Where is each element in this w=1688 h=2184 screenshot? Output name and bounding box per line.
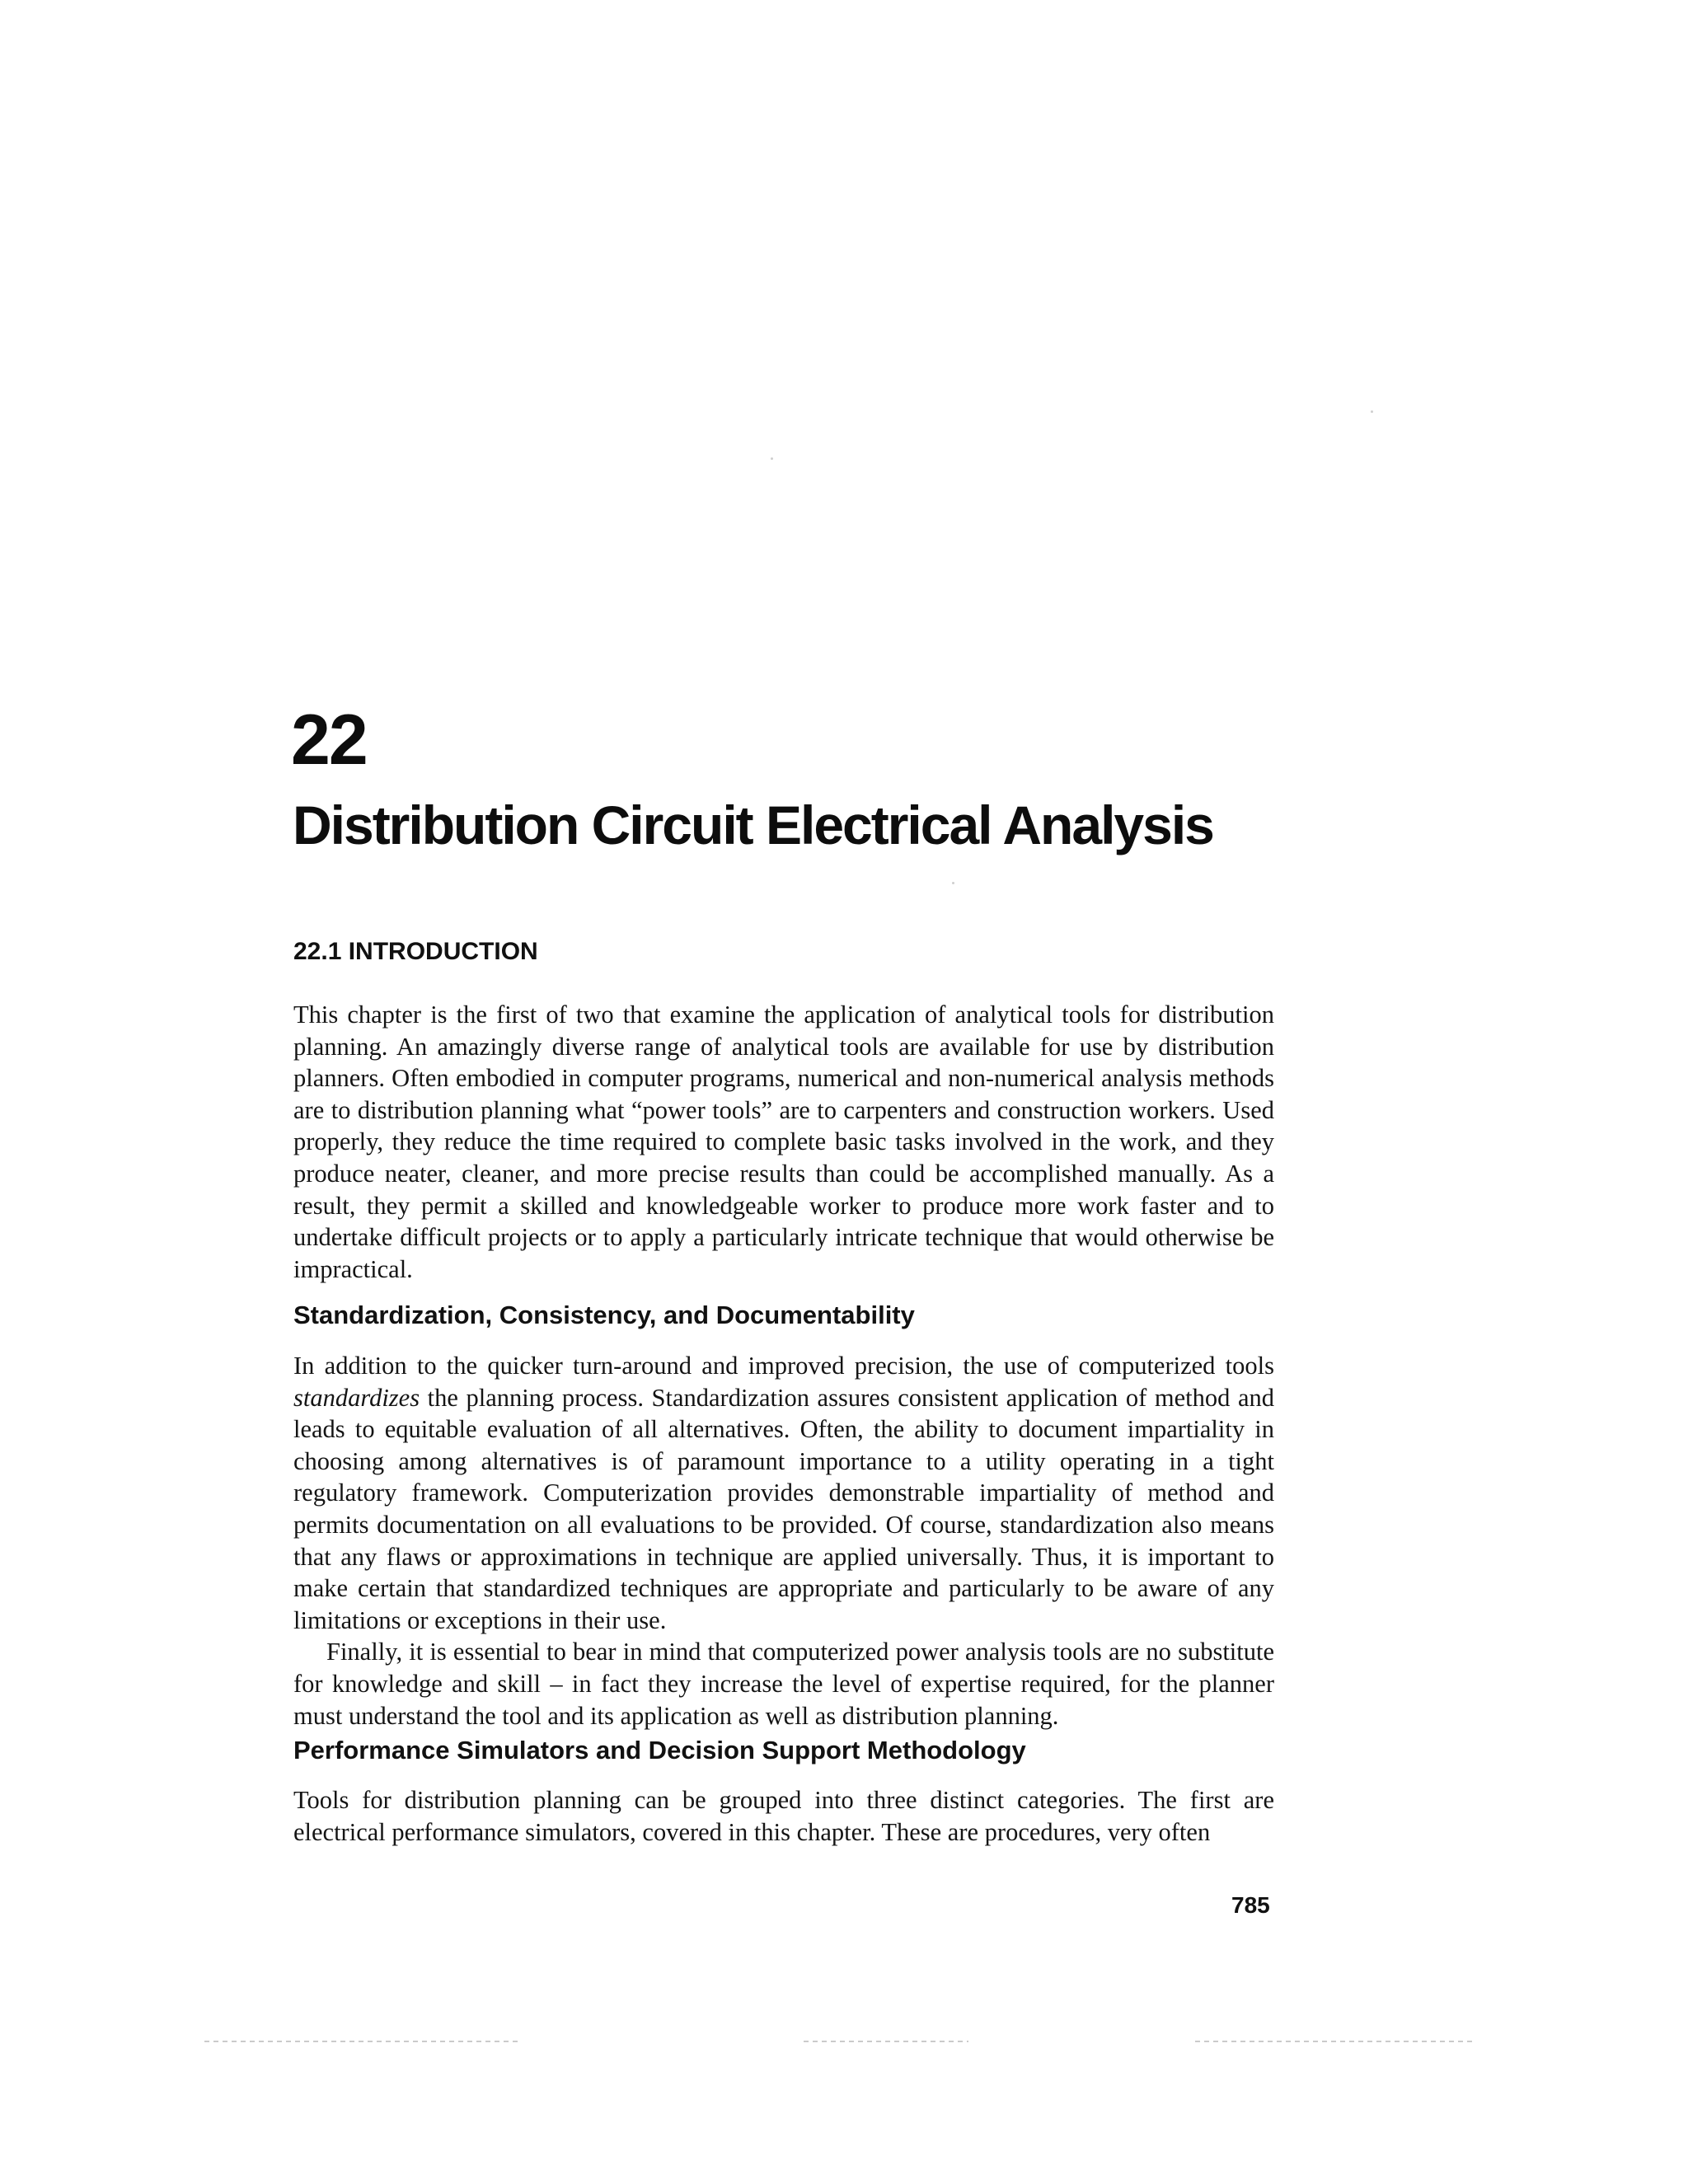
page-number: 785: [1231, 1892, 1270, 1918]
subheading-standardization: Standardization, Consistency, and Documentability: [293, 1301, 915, 1329]
standardization-text-end: the planning process. Standardization assures consistent application of method and leads to equitable evaluation of all alternatives. Often, the ability to document impartiality in choosing among alternatives is of paramount importance to a utility operating in a tight regulatory framework. Computerization provides demonstrable impartiality of method and permits documentation on all evaluations to be provided. Of course, standardization also means that any flaws or approximations in technique are applied universally. Thus, it is important to make certain that standardized techniques are appropriate and particularly to be aware of any limitations or exceptions in their use.: [293, 1383, 1274, 1634]
standardization-body: [293, 1350, 1274, 1732]
chapter-number: 22: [291, 701, 367, 780]
finally-paragraph: Finally, it is essential to bear in mind that computerized power analysis tools are no substitute for knowledge and skill – in fact they increase the level of expertise required, for the planner must understand the tool and its application as well as distribution planning.: [293, 1638, 1274, 1730]
standardization-text-start: In addition to the quicker turn-around and improved precision, the use of computerized tools: [293, 1352, 1274, 1380]
performance-simulators-body: [293, 1784, 1274, 1848]
scan-artifact-dot: [1371, 410, 1373, 413]
scan-artifact-dot: [771, 457, 773, 460]
scan-artifact-line: [1195, 2041, 1475, 2042]
introduction-paragraph: This chapter is the first of two that examine the application of analytical tools for distribution planning. An amazingly diverse range of analytical tools are available for use by distribution planners. Often embodied in computer programs, numerical and non-numerical analysis methods are to distribution planning what “power tools” are to carpenters and construction workers. Used properly, they reduce the time required to complete basic tasks involved in the work, and they produce neater, cleaner, and more precise results than could be accomplished manually. As a result, they permit a skilled and knowledgeable worker to produce more work faster and to undertake difficult projects or to apply a particularly intricate technique that would otherwise be impractical.: [293, 1001, 1274, 1283]
standardization-paragraph: [293, 1350, 1274, 1636]
subheading-performance-simulators: Performance Simulators and Decision Support Methodology: [293, 1736, 1026, 1765]
scan-artifact-dot: [952, 882, 954, 884]
emphasis-standardizes: standardizes: [293, 1383, 420, 1412]
scan-artifact-line: [804, 2041, 968, 2042]
scan-artifact-line: [204, 2041, 518, 2042]
performance-simulators-paragraph: Tools for distribution planning can be grouped into three distinct categories. The first are electrical performance simulators, covered in this chapter. These are procedures, very often: [293, 1786, 1274, 1846]
section-heading: 22.1 INTRODUCTION: [293, 938, 538, 965]
introduction-body: [293, 999, 1274, 1285]
chapter-title: Distribution Circuit Electrical Analysis: [293, 794, 1213, 855]
